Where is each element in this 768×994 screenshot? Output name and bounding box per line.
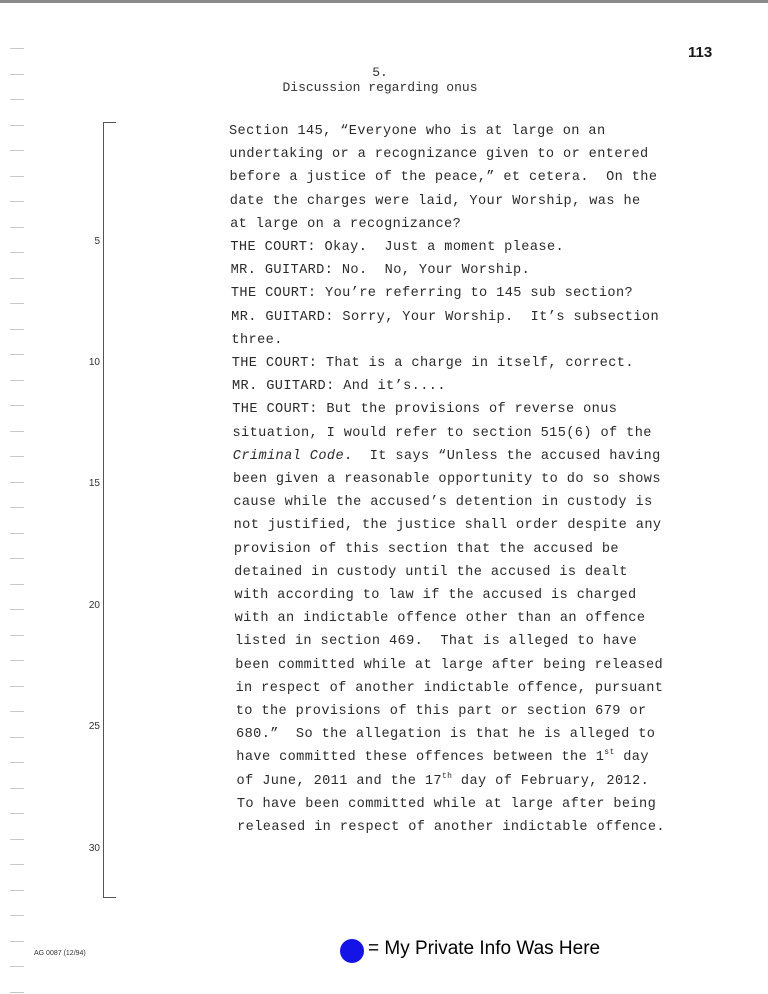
margin-tick xyxy=(10,278,24,279)
margin-tick xyxy=(10,380,24,381)
margin-tick xyxy=(10,890,24,891)
margin-tick xyxy=(10,329,24,330)
line-text: day of February, 2012. xyxy=(452,773,650,789)
margin-tick xyxy=(10,635,24,636)
top-edge-rule xyxy=(0,0,768,3)
margin-tick xyxy=(10,609,24,610)
margin-tick xyxy=(10,431,24,432)
transcript-line: not justified, the justice shall order despite any xyxy=(233,518,662,534)
line-text: have committed these offences between the 1 xyxy=(236,750,605,766)
transcript-line: provision of this section that the accused be xyxy=(233,541,619,557)
transcript-line: with according to law if the accused is charged xyxy=(234,588,637,603)
margin-tick xyxy=(10,176,24,177)
margin-tick xyxy=(10,252,24,253)
line-number: 20 xyxy=(88,600,100,611)
margin-tick xyxy=(10,813,24,814)
transcript-line: listed in section 469. That is alleged to have xyxy=(234,634,638,650)
transcript-line: THE COURT: But the provisions of reverse onus xyxy=(232,402,618,418)
transcript-line: MR. GUITARD: No. No, Your Worship. xyxy=(230,263,531,279)
margin-tick xyxy=(10,941,24,942)
line-number: 5 xyxy=(94,236,100,247)
form-code: AG 0087 (12/94) xyxy=(34,950,86,957)
line-number-bracket xyxy=(103,122,122,898)
margin-tick xyxy=(10,227,24,228)
margin-tick xyxy=(10,48,24,49)
transcript-line: situation, I would refer to section 515(6) of the xyxy=(232,425,652,441)
transcript-line: THE COURT: That is a charge in itself, correct. xyxy=(231,356,634,371)
margin-tick xyxy=(10,405,24,406)
margin-tick xyxy=(10,533,24,534)
statute-title: Criminal Code xyxy=(232,448,345,464)
transcript-line: before a justice of the peace,” et cetera. On the xyxy=(229,170,658,186)
margin-tick xyxy=(10,558,24,559)
line-number: 15 xyxy=(88,478,100,489)
margin-tick xyxy=(10,125,24,126)
margin-tick xyxy=(10,686,24,687)
margin-tick xyxy=(10,456,24,457)
transcript-line xyxy=(236,771,650,789)
transcript-line: THE COURT: Okay. Just a moment please. xyxy=(230,240,565,255)
transcript-line: 680.” So the allegation is that he is alleged to xyxy=(236,727,656,743)
transcript-line xyxy=(236,750,649,765)
page-number: 113 xyxy=(688,44,713,61)
transcript-line: detained in custody until the accused is dealt xyxy=(234,564,628,580)
redaction-caption: = My Private Info Was Here xyxy=(368,938,601,959)
ordinal-suffix: th xyxy=(441,771,453,781)
transcript-line: undertaking or a recognizance given to or entered xyxy=(229,147,649,163)
transcript-line: released in respect of another indictable offence. xyxy=(237,820,665,835)
margin-tick xyxy=(10,201,24,202)
margin-tick xyxy=(10,99,24,100)
transcript-line: at large on a recognizance? xyxy=(230,216,462,232)
margin-tick xyxy=(10,74,24,75)
margin-tick xyxy=(10,762,24,763)
margin-tick xyxy=(10,915,24,916)
transcript-line: cause while the accused’s detention in custody is xyxy=(233,495,653,511)
margin-tick xyxy=(10,150,24,151)
line-number: 25 xyxy=(88,721,100,732)
section-number: 5. xyxy=(372,65,388,80)
margin-tick xyxy=(10,482,24,483)
transcript-line: MR. GUITARD: Sorry, Your Worship. It’s subsection xyxy=(231,309,660,325)
transcript-line: been committed while at large after being released xyxy=(235,657,664,673)
section-title: Discussion regarding onus xyxy=(282,80,478,95)
transcript-line: date the charges were laid, Your Worship, was he xyxy=(229,193,641,209)
margin-tick xyxy=(10,354,24,355)
line-text: of June, 2011 and the 17 xyxy=(236,773,442,789)
transcript-line: been given a reasonable opportunity to do so shows xyxy=(233,472,661,487)
line-text: day xyxy=(614,750,649,766)
redaction-dot-icon xyxy=(340,939,364,963)
margin-tick xyxy=(10,992,24,993)
transcript-line: Section 145, “Everyone who is at large on an xyxy=(229,124,606,139)
margin-tick xyxy=(10,864,24,865)
transcript-line: with an indictable offence other than an offence xyxy=(234,611,646,627)
line-number: 30 xyxy=(88,843,100,854)
margin-tick xyxy=(10,839,24,840)
transcript-line: to the provisions of this part or section 679 or xyxy=(235,704,647,719)
margin-tick xyxy=(10,660,24,661)
line-text: . It says “Unless the accused having xyxy=(344,448,661,464)
margin-tick xyxy=(10,507,24,508)
transcript-line: To have been committed while at large after being xyxy=(236,796,657,812)
margin-tick xyxy=(10,711,24,712)
line-number: 10 xyxy=(88,357,100,368)
margin-tick xyxy=(10,788,24,789)
margin-tick xyxy=(10,303,24,304)
margin-tick xyxy=(10,584,24,585)
transcript-line xyxy=(233,449,661,464)
transcript-line: in respect of another indictable offence, pursuant xyxy=(235,680,664,696)
transcript-line: MR. GUITARD: And it’s.... xyxy=(231,379,446,395)
binder-hole-margin xyxy=(0,0,30,994)
margin-tick xyxy=(10,966,24,967)
transcript-line: THE COURT: You’re referring to 145 sub section? xyxy=(230,286,634,302)
ordinal-suffix: st xyxy=(604,748,615,758)
margin-tick xyxy=(10,737,24,738)
transcript-line: three. xyxy=(231,332,283,348)
